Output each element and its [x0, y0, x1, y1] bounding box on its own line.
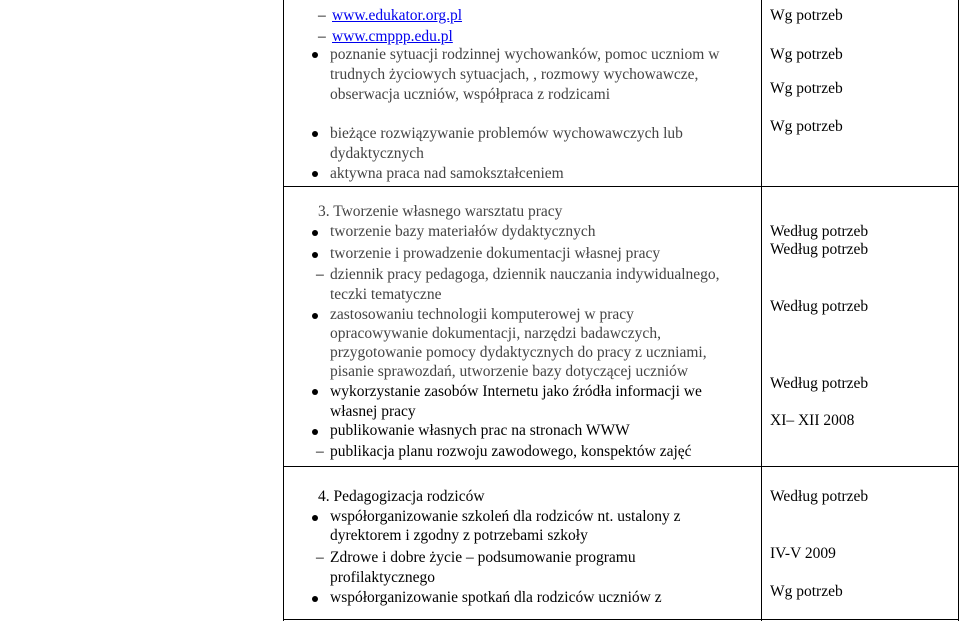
bullet-icon [312, 52, 318, 58]
list-item-text: dyrektorem i zgodny z potrzebami szkoły [330, 527, 588, 544]
list-item-text: wykorzystanie zasobów Internetu jako źródła informacji we [330, 383, 702, 400]
term-text: Według potrzeb [770, 241, 869, 258]
list-item-text: poznanie sytuacji rodzinnej wychowanków, pomoc uczniom w [330, 46, 720, 63]
list-item-text: własnej pracy [330, 403, 416, 420]
list-item-text: pisanie sprawozdań, utworzenie bazy dotyczącej uczniów [330, 363, 689, 380]
list-item-text: profilaktycznego [330, 569, 436, 586]
list-item-text: publikowanie własnych prac na stronach WWW [330, 422, 630, 439]
bullet-icon [312, 515, 318, 521]
list-item-text: publikacja planu rozwoju zawodowego, konspektów zajęć [330, 443, 692, 460]
term-text: IV-V 2009 [770, 545, 836, 562]
list-item-text: aktywna praca nad samokształceniem [330, 165, 564, 182]
list-item-text: współorganizowanie spotkań dla rodziców uczniów z [330, 589, 662, 606]
list-item-text: tworzenie bazy materiałów dydaktycznych [330, 223, 596, 240]
dash-marker: – [318, 7, 326, 24]
term-text: Według potrzeb [770, 298, 869, 315]
term-text: XI– XII 2008 [770, 412, 855, 429]
list-item-text: obserwacja uczniów, współpraca z rodzicami [330, 86, 611, 103]
list-item-text: trudnych życiowych sytuacjach, , rozmowy wychowawcze, [330, 66, 699, 83]
term-text: Według potrzeb [770, 223, 869, 240]
bullet-icon [312, 131, 318, 137]
term-text: Według potrzeb [770, 488, 869, 505]
table-right-border [958, 0, 959, 621]
list-item-text: współorganizowanie szkoleń dla rodziców nt. ustalony z [330, 508, 681, 525]
bullet-icon [312, 429, 318, 435]
list-item-text: bieżące rozwiązywanie problemów wychowawczych lub [330, 125, 683, 142]
bullet-icon [312, 596, 318, 602]
list-item-text: Zdrowe i dobre życie – podsumowanie programu [330, 549, 636, 566]
list-item-text: przygotowanie pomocy dydaktycznych do pracy z uczniami, [330, 344, 707, 361]
bullet-icon [312, 389, 318, 395]
bullet-icon [312, 313, 318, 319]
link-cmppp[interactable]: www.cmppp.edu.pl [332, 28, 453, 45]
list-item-text: dziennik pracy pedagoga, dziennik nauczania indywidualnego, [330, 266, 720, 283]
table-bottom-border [283, 619, 959, 620]
list-item-text: tworzenie i prowadzenie dokumentacji własnej pracy [330, 245, 661, 262]
list-item-text: teczki tematyczne [330, 286, 442, 303]
link-edukator[interactable]: www.edukator.org.pl [332, 7, 463, 24]
section-heading: 4. Pedagogizacja rodziców [318, 488, 485, 505]
bullet-icon [312, 252, 318, 258]
bullet-icon [312, 171, 318, 177]
dash-marker: – [318, 28, 326, 45]
row-divider-2 [283, 466, 959, 467]
term-text: Wg potrzeb [770, 583, 843, 600]
list-item-text: zastosowaniu technologii komputerowej w pracy [330, 306, 634, 323]
term-text: Wg potrzeb [770, 46, 843, 63]
term-text: Wg potrzeb [770, 80, 843, 97]
table-column-divider [761, 0, 762, 621]
dash-marker: – [316, 549, 324, 566]
dash-marker: – [316, 443, 324, 460]
list-item-text: opracowywanie dokumentacji, narzędzi badawczych, [330, 325, 661, 342]
term-text: Według potrzeb [770, 375, 869, 392]
table-left-border [283, 0, 284, 621]
row-divider-1 [283, 186, 959, 187]
term-text: Wg potrzeb [770, 7, 843, 24]
term-text: Wg potrzeb [770, 118, 843, 135]
section-heading: 3. Tworzenie własnego warsztatu pracy [318, 203, 563, 220]
bullet-icon [312, 230, 318, 236]
list-item-text: dydaktycznych [330, 145, 424, 162]
dash-marker: – [316, 266, 324, 283]
